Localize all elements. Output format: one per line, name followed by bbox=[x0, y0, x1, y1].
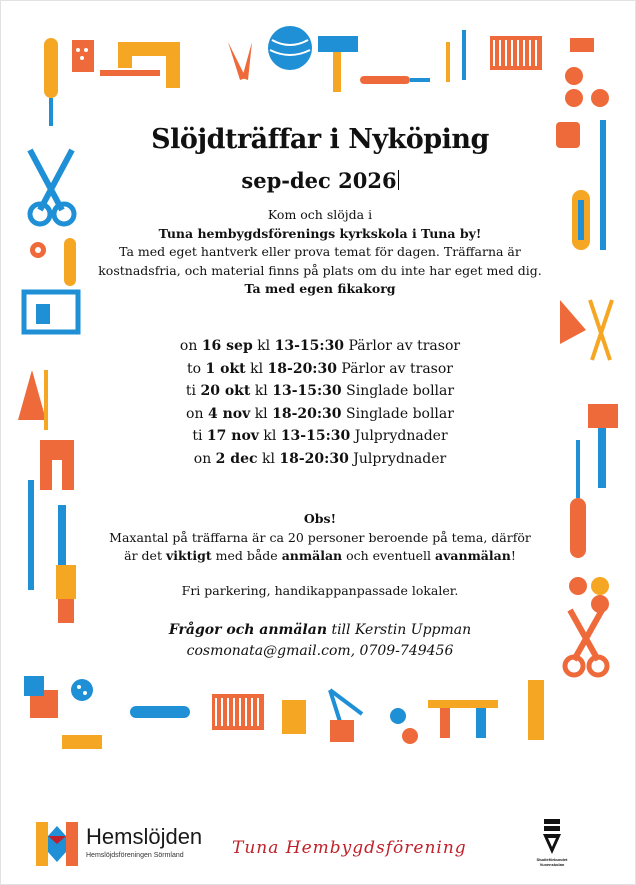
obs-emphasis: avanmälan bbox=[435, 548, 511, 563]
contact-line-1 bbox=[90, 620, 550, 641]
intro-line-3: Ta med eget hantverk eller prova temat för dagen. Träffarna är bbox=[119, 244, 521, 259]
subtitle-text: sep-dec 2026 bbox=[241, 168, 397, 193]
clamp-right-icon bbox=[528, 680, 544, 740]
page-subtitle bbox=[90, 168, 550, 193]
schedule-time: 13-15:30 bbox=[272, 383, 342, 399]
obs-line-1: Maxantal på träffarna är ca 20 personer beroende på tema, därför bbox=[109, 529, 531, 545]
schedule-kl: kl bbox=[261, 450, 275, 467]
schedule-day: ti bbox=[192, 428, 203, 444]
schedule-kl: kl bbox=[257, 338, 271, 354]
shuttle-icon bbox=[572, 190, 590, 250]
schedule-date: 20 okt bbox=[200, 383, 251, 399]
thimble-icon bbox=[72, 40, 94, 72]
tape-icon bbox=[556, 122, 580, 148]
leaves-bottom-icon bbox=[390, 708, 418, 744]
intro-line-5: Ta med egen fikakorg bbox=[244, 281, 396, 296]
schedule-row bbox=[90, 448, 550, 471]
schedule-date: 1 okt bbox=[205, 360, 246, 377]
schedule-kl: kl bbox=[254, 383, 268, 399]
caliper-icon bbox=[428, 700, 498, 738]
hemslojden-name: Hemslöjden bbox=[86, 824, 203, 849]
brush-icon bbox=[56, 565, 76, 623]
schedule-theme: Julprydnader bbox=[353, 450, 447, 467]
schedule-list bbox=[90, 335, 550, 470]
schedule-day: on bbox=[193, 450, 212, 467]
schedule-date: 16 sep bbox=[201, 338, 253, 354]
schedule-row bbox=[90, 425, 550, 448]
yarn-ball-icon bbox=[268, 26, 312, 70]
shuttle-bottom-icon bbox=[130, 706, 190, 718]
spool-bottom-icon bbox=[330, 720, 354, 742]
axe-icon bbox=[588, 404, 618, 488]
contact-person: till Kerstin Uppman bbox=[327, 622, 472, 638]
leaves-icon bbox=[569, 577, 609, 613]
chisel-icon bbox=[62, 735, 102, 749]
schedule-theme: Singlade bollar bbox=[346, 383, 455, 399]
thimble-bottom-icon bbox=[282, 700, 306, 734]
leaf-icon bbox=[565, 67, 609, 107]
plane-icon bbox=[24, 676, 58, 718]
hemslojden-logo bbox=[36, 822, 208, 866]
schedule-date: 2 dec bbox=[215, 450, 258, 467]
spindle-icon bbox=[18, 370, 48, 430]
schedule-day: on bbox=[179, 338, 198, 354]
hemslojden-mark-icon bbox=[36, 822, 80, 866]
intro-line-4: kostnadsfria, och material finns på plats om du inte har eget med dig. bbox=[98, 262, 542, 278]
hammer-icon bbox=[318, 36, 358, 92]
vuxenskolan-logo bbox=[534, 817, 570, 873]
schedule-date: 4 nov bbox=[207, 405, 251, 422]
vuxenskolan-mark-icon bbox=[534, 817, 570, 857]
schedule-date: 17 nov bbox=[206, 428, 259, 444]
loom-bottom-icon bbox=[212, 694, 264, 730]
tuna-hembygdsforening-logo: Tuna Hembygdsförening bbox=[232, 838, 467, 858]
schedule-row bbox=[90, 403, 550, 426]
vuxenskolan-line-2: Vuxenskolan bbox=[539, 862, 565, 867]
obs-text: är det bbox=[124, 548, 166, 563]
schedule-kl: kl bbox=[254, 405, 268, 422]
schedule-time: 13-15:30 bbox=[274, 338, 345, 354]
schedule-theme: Julprydnader bbox=[354, 428, 448, 444]
awl-left-icon bbox=[64, 238, 76, 286]
contact-info bbox=[90, 620, 550, 662]
spool-icon bbox=[570, 38, 594, 52]
schedule-day: ti bbox=[185, 383, 197, 399]
knitting-needles-icon bbox=[590, 300, 612, 360]
schedule-time: 13-15:30 bbox=[280, 428, 351, 444]
text-cursor bbox=[398, 170, 399, 190]
screwdriver-icon bbox=[570, 440, 586, 558]
intro-line-2: Tuna hembygdsförenings kyrkskola i Tuna by! bbox=[158, 225, 482, 241]
obs-text: ! bbox=[510, 548, 516, 563]
button-icon bbox=[71, 679, 93, 701]
obs-line-2 bbox=[90, 547, 550, 566]
schedule-theme: Singlade bollar bbox=[346, 405, 454, 422]
vuxenskolan-text bbox=[534, 857, 570, 867]
obs-notice bbox=[90, 510, 550, 566]
schedule-theme: Pärlor av trasor bbox=[341, 360, 453, 377]
schedule-time: 18-20:30 bbox=[279, 450, 349, 467]
obs-emphasis: anmälan bbox=[281, 548, 343, 563]
intro-paragraph bbox=[90, 206, 550, 299]
schedule-day: to bbox=[187, 360, 202, 377]
gauge-icon bbox=[40, 440, 74, 490]
schedule-kl: kl bbox=[263, 428, 277, 444]
hemslojden-subtitle: Hemslöjdsföreningen Sörmland bbox=[86, 852, 184, 859]
scissors-right-icon bbox=[565, 610, 607, 675]
page-title: Slöjdträffar i Nyköping bbox=[151, 124, 489, 155]
knife-icon bbox=[360, 76, 430, 84]
schedule-day: on bbox=[186, 405, 204, 422]
vuxenskolan-line-1: Studieförbundet bbox=[536, 857, 568, 862]
obs-emphasis: viktigt bbox=[165, 548, 212, 563]
loom-icon bbox=[490, 36, 542, 70]
flower-icon bbox=[30, 242, 46, 258]
obs-heading: Obs! bbox=[303, 511, 337, 526]
schedule-theme: Pärlor av trasor bbox=[348, 338, 461, 354]
schedule-row bbox=[90, 358, 550, 381]
awl-icon bbox=[44, 38, 58, 126]
obs-text: och eventuell bbox=[342, 548, 436, 563]
schedule-time: 18-20:30 bbox=[267, 360, 337, 377]
crochet-hook-icon bbox=[600, 120, 606, 250]
contact-lead: Frågor och anmälan bbox=[168, 622, 327, 638]
pliers-icon bbox=[228, 42, 252, 80]
clamp-icon bbox=[100, 42, 180, 88]
parking-info: Fri parkering, handikappanpassade lokaler. bbox=[181, 583, 459, 598]
intro-line-1: Kom och slöjda i bbox=[267, 207, 373, 222]
schedule-row bbox=[90, 380, 550, 403]
scissors-icon bbox=[30, 150, 74, 224]
obs-text: med både bbox=[211, 548, 282, 563]
spindle-right-icon bbox=[560, 300, 586, 344]
frame-icon bbox=[24, 292, 78, 332]
schedule-kl: kl bbox=[250, 360, 264, 377]
needle-icon bbox=[446, 30, 466, 82]
contact-line-2: cosmonata@gmail.com, 0709-749456 bbox=[186, 643, 454, 659]
schedule-time: 18-20:30 bbox=[272, 405, 342, 422]
schedule-row bbox=[90, 335, 550, 358]
